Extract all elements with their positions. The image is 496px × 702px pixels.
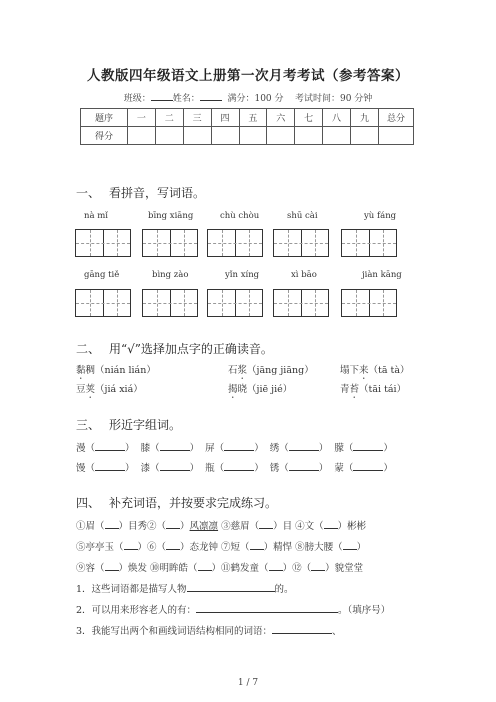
answer-blank[interactable]: [311, 561, 325, 571]
score-cell[interactable]: [239, 127, 267, 145]
writing-grid[interactable]: [142, 229, 198, 257]
header-cell: 二: [155, 109, 183, 127]
header-cell: 题序: [81, 109, 128, 127]
answer-blank[interactable]: [105, 519, 119, 529]
header-cell: 四: [211, 109, 239, 127]
header-cell: 八: [323, 109, 351, 127]
header-cell: 三: [183, 109, 211, 127]
writing-grid[interactable]: [207, 229, 263, 257]
pinyin: jiàn kāng: [362, 270, 402, 280]
answer-blank[interactable]: [343, 540, 357, 550]
score-cell[interactable]: [295, 127, 323, 145]
section1-title: 看拼音，写词语。: [109, 186, 206, 200]
reading-item[interactable]: 揭晓（jiē jié）: [228, 384, 293, 395]
pinyin: xì bāo: [291, 270, 317, 280]
answer-blank[interactable]: [272, 624, 332, 634]
section3-number: 三、: [76, 418, 101, 432]
underlined-word: 风凛凛: [189, 521, 219, 532]
section1-heading: [76, 184, 205, 201]
reading-item[interactable]: 石浆（jāng jiāng）: [228, 365, 314, 376]
score-table: [80, 108, 414, 145]
char: 馒: [76, 463, 86, 474]
question-2: 2．可以用来形容老人的有： 。（填序号）: [76, 605, 391, 616]
writing-grid[interactable]: [75, 229, 131, 257]
exam-info: [0, 91, 496, 104]
pinyin: yǐn xíng: [225, 270, 260, 280]
answer-blank[interactable]: [353, 461, 383, 471]
page-number: 1 / 7: [237, 678, 259, 688]
section2-title: 用“√”选择加点字的正确读音。: [109, 342, 273, 356]
header-cell: 一: [128, 109, 156, 127]
header-cell: 六: [267, 109, 295, 127]
header-cell: 五: [239, 109, 267, 127]
pinyin: nà mǐ: [84, 211, 109, 221]
answer-blank[interactable]: [224, 441, 254, 451]
char: 朦: [334, 443, 344, 454]
answer-blank[interactable]: [187, 582, 275, 592]
answer-blank[interactable]: [324, 519, 338, 529]
section4-number: 四、: [76, 496, 101, 510]
answer-blank[interactable]: [269, 561, 283, 571]
reading-item[interactable]: 塌下来（tā tà）: [340, 365, 410, 376]
pinyin: gāng tiě: [84, 270, 120, 280]
pinyin: bīng xiāng: [148, 211, 194, 221]
answer-blank[interactable]: [95, 461, 125, 471]
word-group-row: 馒（ ） 漆（ ） 瓶（ ） 锈（ ） 蒙（ ）: [76, 463, 393, 474]
answer-blank[interactable]: [196, 603, 338, 613]
pinyin: bìng zào: [152, 270, 189, 280]
section4-heading: [76, 494, 277, 511]
char: 锈: [269, 463, 280, 474]
answer-blank[interactable]: [105, 561, 119, 571]
idiom-line: ⑤亭亭玉（ ）⑥（ ）态龙钟 ⑦短（ ）精悍 ⑧膀大腰（ ）: [76, 542, 367, 553]
idiom-line: ①眉（ ）目秀②（ ）风凛凛 ③慈眉（ ）目 ④文（ ）彬彬: [76, 521, 367, 532]
char: 瓶: [205, 463, 215, 474]
answer-blank[interactable]: [250, 540, 264, 550]
answer-blank[interactable]: [166, 540, 180, 550]
score-cell[interactable]: [183, 127, 211, 145]
score-cell[interactable]: [211, 127, 239, 145]
pinyin: chù chòu: [220, 211, 260, 221]
char: 漆: [140, 463, 151, 474]
section3-title: 形近字组词。: [109, 418, 182, 432]
reading-item[interactable]: 青苔（tāi tái）: [340, 384, 407, 395]
score-cell[interactable]: [155, 127, 183, 145]
name-blank[interactable]: [200, 91, 222, 101]
reading-item[interactable]: 豆荚（jiá xiá）: [76, 384, 143, 395]
answer-blank[interactable]: [166, 519, 180, 529]
char: 绣: [269, 443, 280, 454]
page-title: 人教版四年级语文上册第一次月考考试（参考答案）: [87, 68, 409, 84]
answer-blank[interactable]: [198, 561, 212, 571]
score-cell[interactable]: [351, 127, 379, 145]
writing-grid[interactable]: [75, 289, 131, 317]
answer-blank[interactable]: [160, 461, 190, 471]
section3-heading: [76, 416, 181, 433]
answer-blank[interactable]: [124, 540, 138, 550]
writing-grid[interactable]: [273, 289, 329, 317]
idiom-line: ⑨容（ ）焕发 ⑩明眸皓（ ）⑪鹤发童（ ）⑫（ ）貌堂堂: [76, 563, 364, 574]
writing-grid[interactable]: [273, 229, 329, 257]
writing-grid[interactable]: [207, 289, 263, 317]
name-label: 姓名：: [172, 94, 200, 104]
section2-number: 二、: [76, 342, 101, 356]
full-score: 满分：100 分: [227, 94, 284, 104]
char: 屏: [205, 443, 215, 454]
answer-blank[interactable]: [289, 461, 319, 471]
answer-blank[interactable]: [289, 441, 319, 451]
answer-blank[interactable]: [95, 441, 125, 451]
class-label: 班级：: [123, 94, 151, 104]
char: 膝: [140, 443, 151, 454]
question-3: 3．我能写出两个和画线词语结构相同的词语： 、: [76, 626, 342, 637]
reading-item[interactable]: 黏稠（nián lián）: [76, 365, 156, 376]
header-cell: 九: [351, 109, 379, 127]
pinyin: shū cài: [287, 211, 318, 221]
answer-blank[interactable]: [160, 441, 190, 451]
header-cell: 总分: [379, 109, 414, 127]
answer-blank[interactable]: [259, 519, 273, 529]
class-blank[interactable]: [151, 91, 173, 101]
section1-number: 一、: [76, 186, 101, 200]
question-1: 1．这些词语都是描写人物 的。: [76, 584, 294, 595]
score-table-header-row: [81, 109, 414, 127]
score-cell[interactable]: [323, 127, 351, 145]
section2-heading: [76, 340, 273, 357]
score-cell[interactable]: [379, 127, 414, 145]
writing-grid[interactable]: [142, 289, 198, 317]
header-cell: 七: [295, 109, 323, 127]
word-group-row: 漫（ ） 膝（ ） 屏（ ） 绣（ ） 朦（ ）: [76, 443, 393, 454]
writing-grid[interactable]: [341, 229, 397, 257]
pinyin: yù fáng: [364, 211, 397, 221]
answer-blank[interactable]: [353, 441, 383, 451]
score-table-score-row: [81, 127, 414, 145]
score-cell[interactable]: [128, 127, 156, 145]
answer-blank[interactable]: [224, 461, 254, 471]
char: 漫: [76, 443, 86, 454]
section4-title: 补充词语，并按要求完成练习。: [109, 496, 278, 510]
writing-grid[interactable]: [341, 289, 397, 317]
score-cell[interactable]: [267, 127, 295, 145]
exam-time: 考试时间：90 分钟: [294, 94, 373, 104]
score-row-label: 得分: [81, 127, 128, 145]
char: 蒙: [334, 463, 344, 474]
